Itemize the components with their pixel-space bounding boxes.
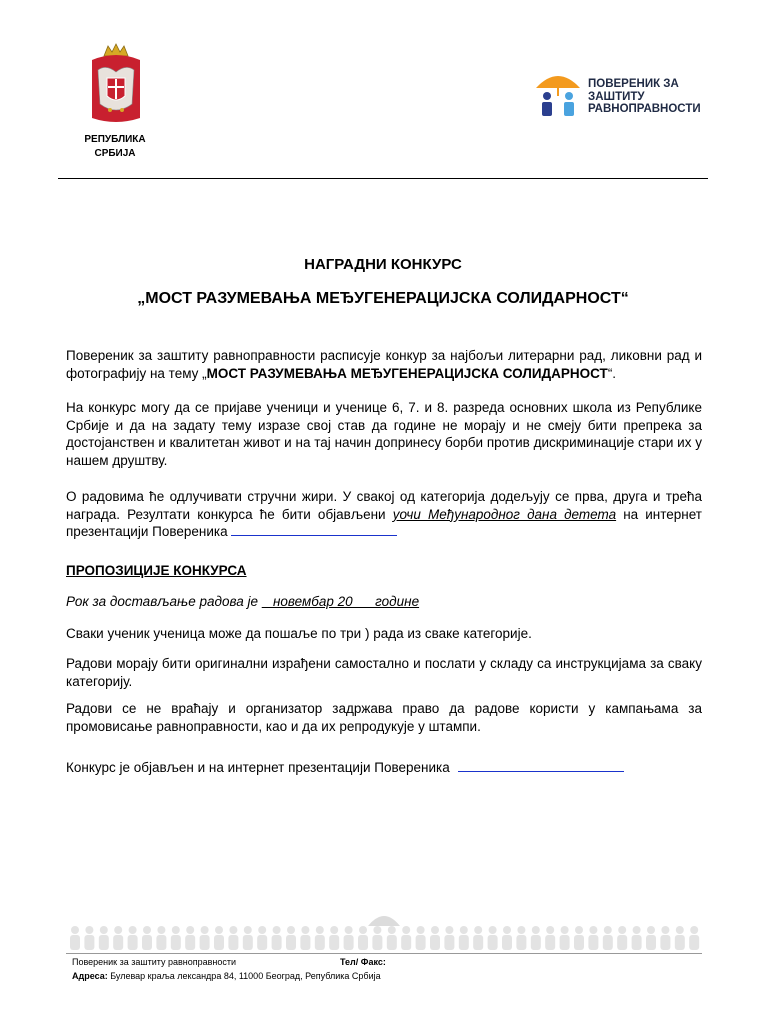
address-label: Адреса:	[72, 971, 108, 981]
intro-text: Повереник за заштиту равноправности расписује конкур за најбољи литерарни рад, ликовни рад и фотографију на тему „	[66, 348, 702, 381]
propositions-heading: ПРОПОЗИЦИЈЕ КОНКУРСА	[66, 563, 247, 578]
footer-person-body	[243, 935, 253, 950]
jury-text: О радовима ће одлучивати стручни жири. У свакој од категорија додељују се прва, друга и трећа награда. Резултати конкурса ће бити објављени	[66, 489, 702, 522]
footer-organisation: Повереник за заштиту равноправности	[72, 957, 237, 967]
footer-person-head	[532, 926, 540, 934]
footer-person-body	[214, 935, 224, 950]
footer-address	[72, 971, 381, 981]
footer-person-head	[71, 926, 79, 934]
footer-person-body	[646, 935, 656, 950]
intro-theme: МОСТ РАЗУМЕВАЊА МЕЂУГЕНЕРАЦИЈСКА СОЛИДАРНОСТ	[206, 365, 608, 381]
footer-person-body	[560, 935, 570, 950]
footer-person-body	[372, 935, 382, 950]
footer-person-head	[618, 926, 626, 934]
footer-person-body	[128, 935, 138, 950]
footer-person-body	[113, 935, 123, 950]
footer-person-head	[85, 926, 93, 934]
jury-paragraph	[66, 488, 702, 541]
footer-person-body	[156, 935, 166, 950]
footer-person-body	[329, 935, 339, 950]
footer-person-head	[244, 926, 252, 934]
footer-person-body	[516, 935, 526, 950]
jury-text-end: на интернет презентацији Повереника	[66, 506, 702, 539]
footer-person-body	[488, 935, 498, 950]
website-link-blank-2[interactable]	[458, 759, 624, 772]
announcement-date: уочи Међународног дана детета	[392, 506, 617, 522]
website-link-blank[interactable]	[231, 523, 397, 536]
address-value: Булевар краља лександра 84, 11000 Београд, Република Србија	[107, 971, 381, 981]
footer-person-head	[114, 926, 122, 934]
footer-person-head	[373, 926, 381, 934]
footer-person-head	[503, 926, 511, 934]
org-name-line-3: РАВНОПРАВНОСТИ	[588, 103, 701, 115]
header-divider	[58, 178, 708, 179]
footer-person-head	[388, 926, 396, 934]
footer-person-body	[257, 935, 267, 950]
footer-person-head	[273, 926, 281, 934]
publication-paragraph	[66, 759, 702, 777]
footer-people-pattern	[66, 908, 702, 952]
footer-person-body	[286, 935, 296, 950]
footer-person-head	[359, 926, 367, 934]
footer-person-head	[345, 926, 353, 934]
footer-person-body	[689, 935, 699, 950]
footer-person-body	[70, 935, 80, 950]
footer-person-body	[632, 935, 642, 950]
footer-person-head	[676, 926, 684, 934]
footer-person-head	[474, 926, 482, 934]
footer-person-head	[417, 926, 425, 934]
footer-person-head	[489, 926, 497, 934]
footer-person-body	[502, 935, 512, 950]
footer-person-head	[100, 926, 108, 934]
deadline-label: Рок за достављање радова је	[66, 594, 262, 609]
footer-person-head	[402, 926, 410, 934]
footer-person-head	[445, 926, 453, 934]
footer-person-head	[604, 926, 612, 934]
footer-person-head	[546, 926, 554, 934]
rights-paragraph: Радови се не враћају и организатор задржава право да радове користи у кампањама за промовисање равноправности, као и да их репродукује у штампи.	[66, 701, 702, 734]
footer-person-head	[431, 926, 439, 934]
footer-person-body	[272, 935, 282, 950]
footer-person-head	[589, 926, 597, 934]
deadline-value: новембар 20 године	[261, 594, 420, 609]
footer-person-body	[200, 935, 210, 950]
publication-text: Конкурс је објављен и на интернет презентацији Повереника	[66, 760, 450, 775]
footer-person-body	[430, 935, 440, 950]
footer-person-head	[575, 926, 583, 934]
footer-person-body	[344, 935, 354, 950]
document-title: НАГРАДНИ КОНКУРС	[304, 256, 462, 273]
country-line-2: СРБИЈА	[94, 148, 136, 159]
footer-person-head	[301, 926, 309, 934]
footer-person-head	[215, 926, 223, 934]
intro-paragraph	[66, 347, 702, 382]
footer-person-body	[99, 935, 109, 950]
footer-person-body	[142, 935, 152, 950]
footer-person-body	[401, 935, 411, 950]
eligibility-paragraph: На конкурс могу да се пријаве ученици и ученице 6, 7. и 8. разреда основних школа из Републике Србије и да на задату тему изразе свој став да године не морају и не смеју бити препрека за достојанствен и квалитетан живот и на тај начин допринесу борби против дискриминације стари их у нашем друштву.	[66, 400, 702, 468]
coat-of-arms-icon	[86, 42, 146, 128]
footer-phone-fax: Тел/ Факс:	[340, 957, 386, 967]
footer-person-body	[660, 935, 670, 950]
footer-person-head	[229, 926, 237, 934]
footer-person-head	[143, 926, 151, 934]
umbrella-people-logo-icon	[532, 66, 584, 118]
footer-person-body	[228, 935, 238, 950]
footer-person-head	[633, 926, 641, 934]
submission-limit-paragraph: Сваки ученик ученица може да пошаље по три ) рада из сваке категорије.	[66, 626, 532, 641]
org-name-line-1: ПОВЕРЕНИК ЗА	[588, 78, 679, 90]
footer-person-body	[387, 935, 397, 950]
footer-person-head	[186, 926, 194, 934]
footer-divider	[66, 953, 702, 954]
footer-person-head	[316, 926, 324, 934]
contest-name: „МОСТ РАЗУМЕВАЊА МЕЂУГЕНЕРАЦИЈСКА СОЛИДАРНОСТ“	[137, 290, 629, 307]
footer-person-head	[690, 926, 698, 934]
country-name	[70, 133, 160, 161]
footer-person-body	[574, 935, 584, 950]
footer-person-body	[603, 935, 613, 950]
footer-person-body	[473, 935, 483, 950]
footer-person-head	[647, 926, 655, 934]
footer-person-body	[531, 935, 541, 950]
deadline-line	[66, 594, 419, 609]
footer-person-head	[287, 926, 295, 934]
footer-person-head	[517, 926, 525, 934]
country-line-1: РЕПУБЛИКА	[84, 134, 146, 145]
footer-person-body	[300, 935, 310, 950]
footer-person-body	[358, 935, 368, 950]
footer-person-head	[129, 926, 137, 934]
footer-person-body	[416, 935, 426, 950]
footer-person-head	[661, 926, 669, 934]
footer-person-body	[84, 935, 94, 950]
footer-person-body	[315, 935, 325, 950]
footer-person-body	[185, 935, 195, 950]
footer-person-body	[617, 935, 627, 950]
footer-person-head	[258, 926, 266, 934]
footer-person-body	[545, 935, 555, 950]
intro-end: “.	[607, 365, 617, 381]
originality-paragraph: Радови морају бити оригинални израђени самостално и послати у складу са инструкцијама за сваку категорију.	[66, 656, 702, 689]
footer-person-head	[201, 926, 209, 934]
organisation-name	[588, 78, 701, 116]
footer-person-body	[459, 935, 469, 950]
footer-person-head	[157, 926, 165, 934]
footer-person-body	[675, 935, 685, 950]
footer-person-head	[330, 926, 338, 934]
footer-person-body	[444, 935, 454, 950]
footer-person-head	[561, 926, 569, 934]
footer-person-head	[172, 926, 180, 934]
org-name-line-2: ЗАШТИТУ	[588, 90, 645, 103]
footer-person-body	[171, 935, 181, 950]
footer-person-head	[460, 926, 468, 934]
footer-person-body	[588, 935, 598, 950]
